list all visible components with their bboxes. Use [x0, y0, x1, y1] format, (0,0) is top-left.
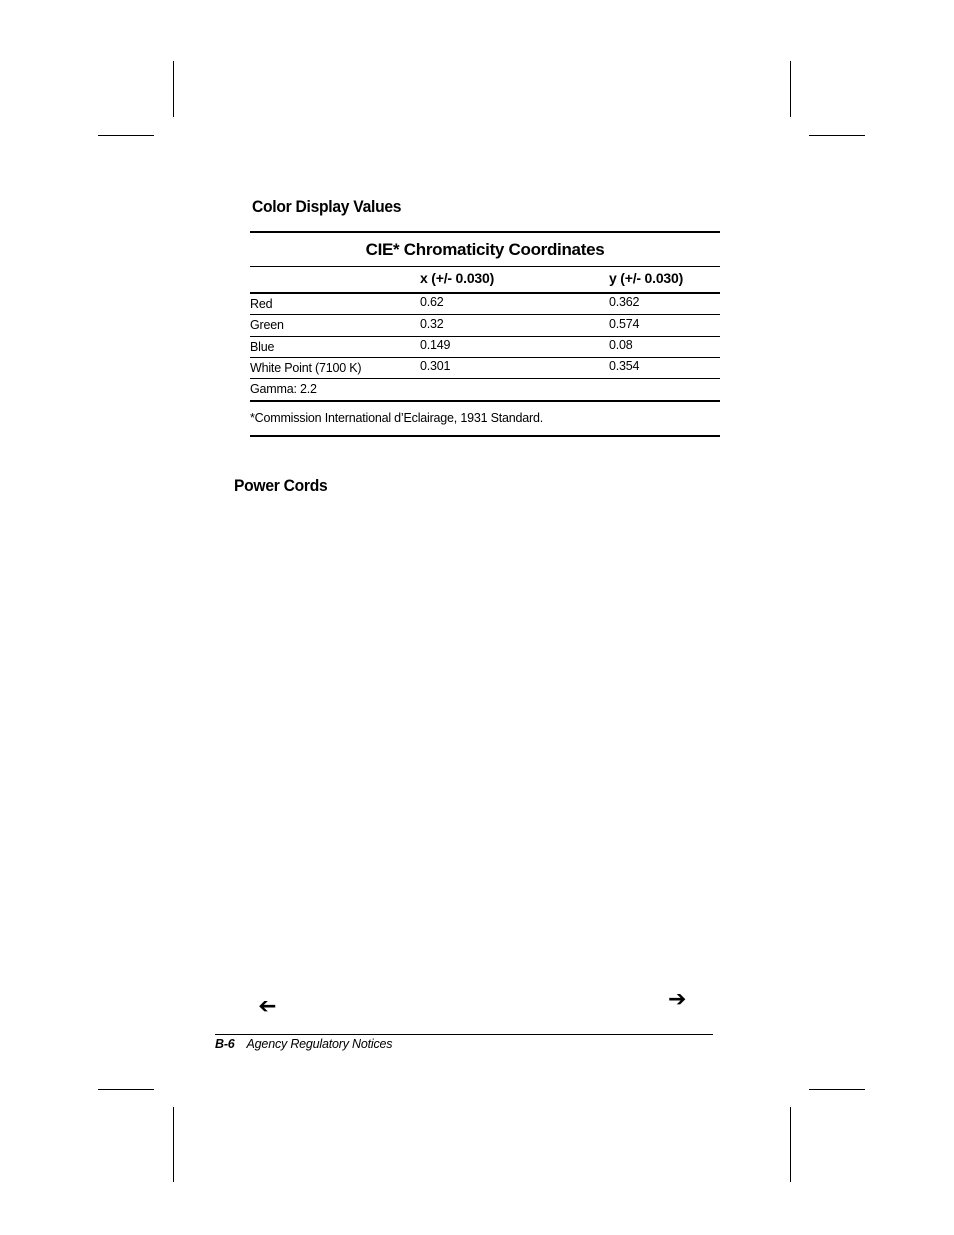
gamma-value: Gamma: 2.2 — [250, 382, 317, 396]
crop-mark — [809, 1089, 865, 1090]
crop-mark — [790, 61, 791, 117]
footer-rule — [215, 1034, 713, 1035]
crop-mark — [98, 1089, 154, 1090]
column-header-x: x (+/- 0.030) — [420, 270, 495, 286]
right-arrow-glyph: ➔ — [668, 986, 687, 1011]
crop-mark — [98, 135, 154, 136]
row-label-red: Red — [250, 297, 273, 311]
table-row-rule — [250, 314, 720, 315]
page-number: B-6 — [215, 1037, 235, 1051]
table-row-rule — [250, 336, 720, 337]
row-value-y: 0.354 — [609, 359, 640, 373]
row-value-y: 0.08 — [609, 338, 633, 352]
row-label-green: Green — [250, 318, 284, 332]
table-top-rule — [250, 231, 720, 233]
section-heading-color-display: Color Display Values — [252, 197, 402, 216]
row-value-x: 0.301 — [420, 359, 451, 373]
footnote-rule — [250, 435, 720, 437]
row-label-blue: Blue — [250, 340, 275, 354]
table-rule — [250, 266, 720, 267]
crop-mark — [173, 1107, 174, 1182]
chromaticity-table — [250, 231, 720, 441]
crop-mark — [173, 61, 174, 117]
left-arrow-glyph: ➔ — [258, 993, 277, 1018]
table-row-rule — [250, 357, 720, 358]
table-bottom-rule — [250, 400, 720, 402]
row-value-x: 0.32 — [420, 317, 444, 331]
table-header-rule — [250, 292, 720, 294]
chapter-title: Agency Regulatory Notices — [246, 1037, 393, 1051]
section-heading-power-cords: Power Cords — [234, 476, 328, 495]
left-arrow-icon[interactable] — [258, 995, 276, 1017]
page-footer — [215, 1037, 392, 1051]
row-value-y: 0.362 — [609, 295, 640, 309]
row-label-white-point: White Point (7100 K) — [250, 361, 362, 375]
crop-mark — [809, 135, 865, 136]
column-header-y: y (+/- 0.030) — [609, 270, 684, 286]
row-value-y: 0.574 — [609, 317, 640, 331]
row-value-x: 0.149 — [420, 338, 451, 352]
crop-mark — [790, 1107, 791, 1182]
row-value-x: 0.62 — [420, 295, 444, 309]
table-footnote: *Commission International d’Eclairage, 1931 Standard. — [250, 411, 544, 425]
table-caption: CIE* Chromaticity Coordinates — [365, 240, 605, 259]
right-arrow-icon[interactable] — [668, 988, 686, 1010]
table-row-rule — [250, 378, 720, 379]
